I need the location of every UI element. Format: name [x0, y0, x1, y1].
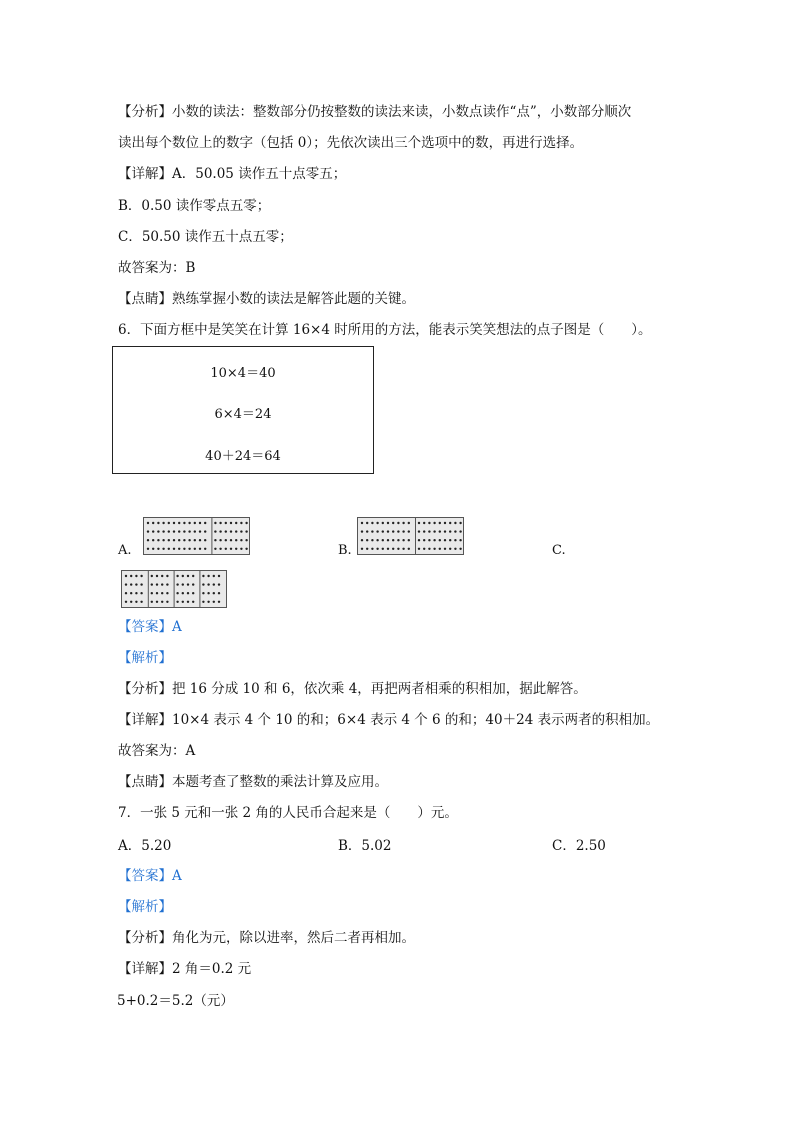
- dot: [235, 522, 237, 524]
- dot: [194, 548, 196, 550]
- dot: [161, 592, 163, 594]
- dot: [408, 548, 410, 550]
- dot: [418, 548, 420, 550]
- q6-option-a-label[interactable]: A.: [118, 543, 132, 558]
- dot: [418, 539, 420, 541]
- dot: [147, 522, 149, 524]
- dot: [449, 522, 451, 524]
- dot: [152, 530, 154, 532]
- dot: [439, 522, 441, 524]
- dot: [382, 530, 384, 532]
- dot: [382, 522, 384, 524]
- dot: [178, 522, 180, 524]
- dot: [439, 539, 441, 541]
- dot: [125, 601, 127, 603]
- dot: [207, 575, 209, 577]
- dot: [459, 548, 461, 550]
- dot: [140, 592, 142, 594]
- dot: [235, 530, 237, 532]
- q5-analysis-line-1: 【分析】小数的读法：整数部分仍按整数的读法来读，小数点读作“点”，小数部分顺次: [118, 104, 632, 120]
- dot: [213, 575, 215, 577]
- dot: [371, 522, 373, 524]
- dot: [387, 522, 389, 524]
- dot: [183, 522, 185, 524]
- dot: [156, 592, 158, 594]
- dot: [214, 530, 216, 532]
- dot: [178, 530, 180, 532]
- dot: [371, 530, 373, 532]
- dot: [178, 539, 180, 541]
- dot: [182, 583, 184, 585]
- dot: [183, 548, 185, 550]
- dot: [219, 539, 221, 541]
- dot: [168, 522, 170, 524]
- dot: [235, 548, 237, 550]
- dot: [161, 575, 163, 577]
- dot: [230, 548, 232, 550]
- dot: [454, 530, 456, 532]
- dot: [187, 601, 189, 603]
- dot: [397, 530, 399, 532]
- dot: [219, 522, 221, 524]
- dot: [202, 575, 204, 577]
- dot: [156, 601, 158, 603]
- dot: [152, 539, 154, 541]
- dot: [418, 522, 420, 524]
- dot: [187, 583, 189, 585]
- q5-detail-line-1: 【详解】A．50.05 读作五十点零五；: [118, 166, 347, 182]
- dot: [397, 548, 399, 550]
- q7-option-c[interactable]: C．2.50: [552, 838, 606, 854]
- dot: [459, 522, 461, 524]
- q7-answer: 【答案】A: [118, 868, 182, 884]
- dot: [176, 575, 178, 577]
- q6-answer: 【答案】A: [118, 619, 182, 635]
- dot: [366, 539, 368, 541]
- dot: [433, 522, 435, 524]
- dot: [225, 548, 227, 550]
- dot: [433, 530, 435, 532]
- q7-option-b[interactable]: B．5.02: [338, 838, 392, 854]
- dot: [240, 530, 242, 532]
- dot: [454, 539, 456, 541]
- dot: [366, 530, 368, 532]
- dot: [168, 539, 170, 541]
- q5-detail-line-3: C．50.50 读作五十点五零；: [118, 229, 293, 245]
- dot: [152, 548, 154, 550]
- method-box: [112, 346, 374, 474]
- q6-answer-line: 故答案为：A: [118, 743, 196, 759]
- dot: [135, 601, 137, 603]
- dot: [173, 548, 175, 550]
- dot: [392, 548, 394, 550]
- dot: [225, 539, 227, 541]
- dot: [156, 583, 158, 585]
- dot: [173, 539, 175, 541]
- dot: [151, 575, 153, 577]
- q7-jiexi: 【解析】: [118, 899, 172, 915]
- dot: [444, 530, 446, 532]
- dot: [230, 530, 232, 532]
- dot: [147, 530, 149, 532]
- dot: [444, 522, 446, 524]
- dot: [361, 548, 363, 550]
- q5-analysis-line-2: 读出每个数位上的数字（包括 0）；先依次读出三个选项中的数，再进行选择。: [118, 135, 584, 151]
- dot: [140, 601, 142, 603]
- dot: [194, 522, 196, 524]
- dot: [408, 522, 410, 524]
- dot: [449, 539, 451, 541]
- dot: [418, 530, 420, 532]
- dot: [371, 548, 373, 550]
- dot: [366, 548, 368, 550]
- dot-diagram-c[interactable]: [121, 570, 227, 608]
- dot: [387, 539, 389, 541]
- dot: [459, 539, 461, 541]
- dot: [188, 530, 190, 532]
- q5-answer-line: 故答案为：B: [118, 260, 196, 276]
- dot: [192, 575, 194, 577]
- dot: [371, 539, 373, 541]
- q6-comment: 【点睛】本题考查了整数的乘法计算及应用。: [118, 774, 388, 790]
- dot: [376, 530, 378, 532]
- dot: [459, 530, 461, 532]
- dot: [245, 522, 247, 524]
- dot: [202, 601, 204, 603]
- dot: [188, 522, 190, 524]
- dot: [182, 592, 184, 594]
- dot: [454, 522, 456, 524]
- dot: [183, 530, 185, 532]
- dot: [230, 539, 232, 541]
- dot: [402, 522, 404, 524]
- dot: [157, 530, 159, 532]
- dot: [135, 575, 137, 577]
- dot: [207, 592, 209, 594]
- q6-question: 6．下面方框中是笑笑在计算 16×4 时所用的方法，能表示笑笑想法的点子图是（ ）。: [118, 322, 652, 338]
- dot: [162, 548, 164, 550]
- q6-option-b-label[interactable]: B.: [338, 543, 352, 558]
- dot: [392, 522, 394, 524]
- dot: [135, 592, 137, 594]
- dot: [199, 522, 201, 524]
- dot: [162, 539, 164, 541]
- dot: [402, 539, 404, 541]
- dot: [125, 592, 127, 594]
- dot: [439, 530, 441, 532]
- dot: [157, 539, 159, 541]
- dot: [156, 575, 158, 577]
- dot: [225, 530, 227, 532]
- dot: [202, 583, 204, 585]
- dot: [176, 583, 178, 585]
- dot: [218, 601, 220, 603]
- dot: [194, 539, 196, 541]
- dot: [130, 583, 132, 585]
- dot: [245, 530, 247, 532]
- dot: [192, 592, 194, 594]
- dot: [125, 583, 127, 585]
- dot: [433, 539, 435, 541]
- dot: [392, 530, 394, 532]
- dot: [218, 575, 220, 577]
- q7-question: 7．一张 5 元和一张 2 角的人民币合起来是（ ）元。: [118, 805, 458, 821]
- box-equation-2: 6×4＝24: [214, 407, 272, 422]
- dot: [188, 539, 190, 541]
- dot: [402, 548, 404, 550]
- q6-detail: 【详解】10×4 表示 4 个 10 的和；6×4 表示 4 个 6 的和；40＋24 表示两者的积相加。: [118, 712, 660, 728]
- dot: [147, 539, 149, 541]
- dot: [214, 548, 216, 550]
- dot: [439, 548, 441, 550]
- dot: [202, 592, 204, 594]
- dot: [213, 583, 215, 585]
- dot: [161, 601, 163, 603]
- dot: [182, 575, 184, 577]
- dot: [178, 548, 180, 550]
- dot: [199, 548, 201, 550]
- dot: [240, 539, 242, 541]
- dot: [207, 583, 209, 585]
- dot: [361, 522, 363, 524]
- dot: [140, 583, 142, 585]
- dot: [204, 522, 206, 524]
- dot: [204, 548, 206, 550]
- dot: [192, 601, 194, 603]
- q6-analysis: 【分析】把 16 分成 10 和 6，依次乘 4，再把两者相乘的积相加，据此解答。: [118, 681, 587, 697]
- dot: [125, 575, 127, 577]
- q7-calc: 5+0.2＝5.2（元）: [117, 993, 234, 1009]
- dot: [218, 583, 220, 585]
- dot: [433, 548, 435, 550]
- dot: [219, 530, 221, 532]
- dot: [408, 539, 410, 541]
- dot: [402, 530, 404, 532]
- dot: [408, 530, 410, 532]
- dot: [382, 548, 384, 550]
- q7-option-a[interactable]: A．5.20: [118, 838, 172, 854]
- dot: [366, 522, 368, 524]
- dot: [397, 539, 399, 541]
- dot: [166, 583, 168, 585]
- dot: [392, 539, 394, 541]
- dot: [428, 530, 430, 532]
- dot: [192, 583, 194, 585]
- dot: [428, 539, 430, 541]
- dot: [157, 522, 159, 524]
- dot: [245, 548, 247, 550]
- dot: [213, 592, 215, 594]
- dot: [194, 530, 196, 532]
- dot: [168, 530, 170, 532]
- dot: [173, 530, 175, 532]
- dot: [151, 583, 153, 585]
- dot: [207, 601, 209, 603]
- dot: [188, 548, 190, 550]
- dot: [235, 539, 237, 541]
- q6-option-c-label[interactable]: C.: [552, 543, 566, 558]
- dot: [444, 539, 446, 541]
- dot: [449, 530, 451, 532]
- dot: [135, 583, 137, 585]
- dot: [140, 575, 142, 577]
- dot: [361, 539, 363, 541]
- dot: [204, 539, 206, 541]
- dot-diagram-b[interactable]: [357, 517, 464, 555]
- dot: [130, 575, 132, 577]
- dot: [214, 522, 216, 524]
- dot: [199, 530, 201, 532]
- dot: [225, 522, 227, 524]
- dot: [213, 601, 215, 603]
- dot: [166, 601, 168, 603]
- dot: [218, 592, 220, 594]
- dot: [423, 530, 425, 532]
- dot: [428, 522, 430, 524]
- dot: [214, 539, 216, 541]
- q7-detail: 【详解】2 角＝0.2 元: [118, 961, 252, 977]
- dot: [376, 539, 378, 541]
- dot: [147, 548, 149, 550]
- dot: [245, 539, 247, 541]
- dot: [376, 548, 378, 550]
- q5-comment: 【点睛】熟练掌握小数的读法是解答此题的关键。: [118, 291, 415, 307]
- dot: [423, 539, 425, 541]
- dot: [152, 522, 154, 524]
- dot: [166, 575, 168, 577]
- dot: [240, 548, 242, 550]
- dot: [449, 548, 451, 550]
- dot: [240, 522, 242, 524]
- dot: [204, 530, 206, 532]
- dot: [428, 548, 430, 550]
- dot: [176, 601, 178, 603]
- dot: [151, 601, 153, 603]
- dot: [454, 548, 456, 550]
- dot: [361, 530, 363, 532]
- dot: [199, 539, 201, 541]
- dot: [397, 522, 399, 524]
- q6-jiexi: 【解析】: [118, 650, 172, 666]
- dot: [219, 548, 221, 550]
- dot: [168, 548, 170, 550]
- dot: [161, 583, 163, 585]
- dot: [151, 592, 153, 594]
- dot: [173, 522, 175, 524]
- q7-analysis: 【分析】角化为元，除以进率，然后二者再相加。: [118, 930, 415, 946]
- box-equation-1: 10×4＝40: [210, 366, 276, 381]
- dot: [187, 575, 189, 577]
- dot: [182, 601, 184, 603]
- dot: [162, 522, 164, 524]
- dot: [130, 601, 132, 603]
- dot: [187, 592, 189, 594]
- dot: [387, 548, 389, 550]
- dot: [423, 522, 425, 524]
- box-equation-3: 40＋24＝64: [205, 449, 281, 464]
- dot: [157, 548, 159, 550]
- dot: [162, 530, 164, 532]
- dot: [130, 592, 132, 594]
- dot: [230, 522, 232, 524]
- dot: [176, 592, 178, 594]
- dot: [423, 548, 425, 550]
- dot: [183, 539, 185, 541]
- dot: [166, 592, 168, 594]
- dot: [387, 530, 389, 532]
- q5-detail-line-2: B．0.50 读作零点五零；: [118, 198, 271, 214]
- dot: [444, 548, 446, 550]
- dot: [376, 522, 378, 524]
- dot: [382, 539, 384, 541]
- dot-diagram-a[interactable]: [143, 517, 250, 555]
